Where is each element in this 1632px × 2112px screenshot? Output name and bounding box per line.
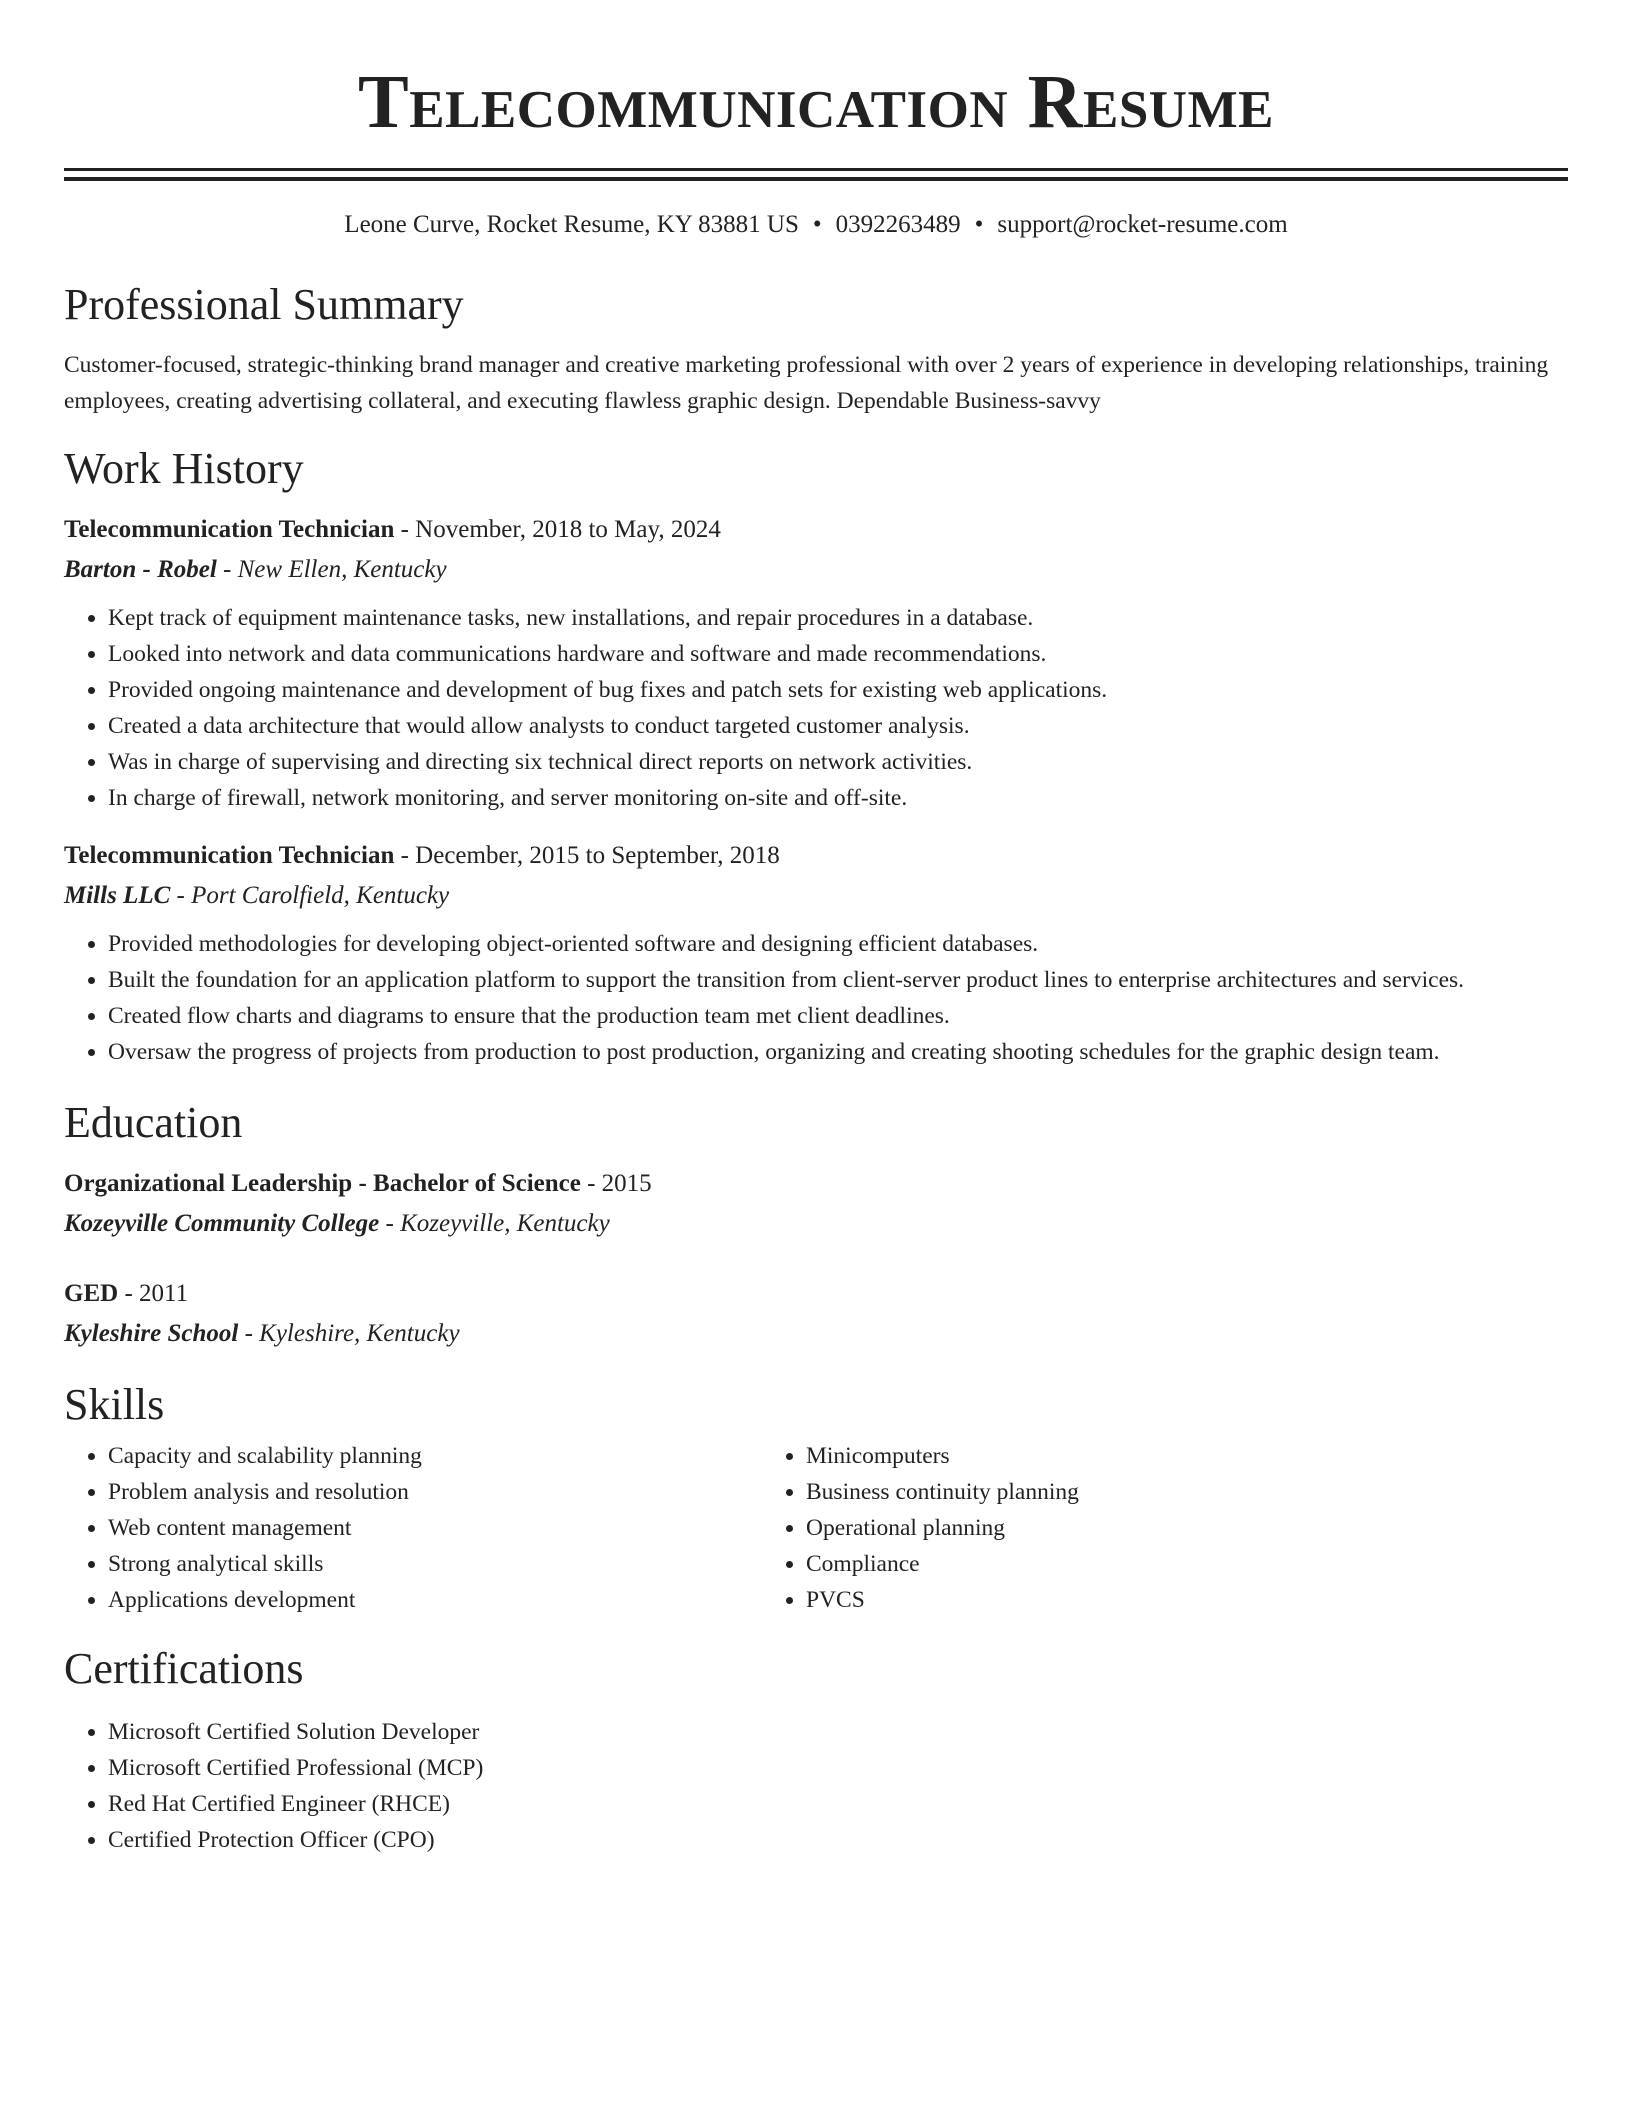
skill-item: • Web content management bbox=[108, 1510, 762, 1546]
job-bullet: • Provided methodologies for developing object-oriented software and designing efficient databases. bbox=[108, 926, 1568, 962]
education-school: Kozeyville Community College bbox=[64, 1210, 380, 1237]
job-bullet: • Kept track of equipment maintenance tasks, new installations, and repair procedures in a database. bbox=[108, 600, 1568, 636]
job-company: Mills LLC bbox=[64, 882, 171, 909]
job-bullet: • In charge of firewall, network monitoring, and server monitoring on-site and off-site. bbox=[108, 780, 1568, 816]
job-company-line bbox=[64, 876, 1568, 916]
skill-item: • Strong analytical skills bbox=[108, 1546, 762, 1582]
contact-email: support@rocket-resume.com bbox=[997, 211, 1288, 238]
title-divider-top bbox=[64, 168, 1568, 171]
education-degree-line bbox=[64, 1274, 1568, 1314]
contact-line bbox=[64, 209, 1568, 241]
job-bullets bbox=[64, 926, 1568, 1070]
job-bullet: • Looked into network and data communications hardware and software and made recommendations. bbox=[108, 636, 1568, 672]
certification-item: • Red Hat Certified Engineer (RHCE) bbox=[108, 1786, 1568, 1822]
resume-page bbox=[64, 0, 1568, 1858]
skill-item: • Minicomputers bbox=[806, 1438, 1462, 1474]
contact-address: Leone Curve, Rocket Resume, KY 83881 US bbox=[344, 211, 799, 238]
skills-columns bbox=[64, 1438, 1568, 1618]
skill-item: • Operational planning bbox=[806, 1510, 1462, 1546]
education-year: - 2011 bbox=[118, 1280, 189, 1307]
job-entry bbox=[64, 510, 1568, 816]
title-divider-bottom bbox=[64, 177, 1568, 181]
job-bullet: • Built the foundation for an application platform to support the transition from client-server product lines to enterprise architectures and services. bbox=[108, 962, 1568, 998]
job-bullet: • Created a data architecture that would allow analysts to conduct targeted customer analysis. bbox=[108, 708, 1568, 744]
job-company: Barton - Robel bbox=[64, 556, 217, 583]
certification-item: • Certified Protection Officer (CPO) bbox=[108, 1822, 1568, 1858]
certifications-list bbox=[64, 1714, 1568, 1858]
education-degree-line bbox=[64, 1164, 1568, 1204]
contact-separator: • bbox=[812, 211, 822, 238]
education-entry bbox=[64, 1164, 1568, 1244]
education-degree: Organizational Leadership - Bachelor of Science bbox=[64, 1170, 581, 1197]
resume-title: Telecommunication Resume bbox=[358, 60, 1274, 144]
contact-separator: • bbox=[974, 211, 984, 238]
education-heading: Education bbox=[64, 1098, 243, 1147]
skill-item: • PVCS bbox=[806, 1582, 1462, 1618]
summary-text: Customer-focused, strategic-thinking brand manager and creative marketing professional with over 2 years of experience in developing relationships, training employees, creating advertising collateral, and executing flawless graphic design. Dependable Business-savvy bbox=[64, 352, 1549, 414]
job-bullet: • Provided ongoing maintenance and development of bug fixes and patch sets for existing web applications. bbox=[108, 672, 1568, 708]
skill-item: • Capacity and scalability planning bbox=[108, 1438, 762, 1474]
education-school: Kyleshire School bbox=[64, 1320, 239, 1347]
job-entry bbox=[64, 836, 1568, 1070]
education-entry bbox=[64, 1274, 1568, 1354]
education-location: - Kyleshire, Kentucky bbox=[238, 1320, 460, 1347]
work-history-heading: Work History bbox=[64, 444, 304, 493]
job-bullet: • Oversaw the progress of projects from production to post production, organizing and creating shooting schedules for the graphic design team. bbox=[108, 1034, 1568, 1070]
education-school-line bbox=[64, 1204, 1568, 1244]
education-location: - Kozeyville, Kentucky bbox=[379, 1210, 610, 1237]
job-bullet: • Created flow charts and diagrams to ensure that the production team met client deadlines. bbox=[108, 998, 1568, 1034]
job-title: Telecommunication Technician bbox=[64, 516, 395, 543]
certification-item: • Microsoft Certified Professional (MCP) bbox=[108, 1750, 1568, 1786]
job-dates: - November, 2018 to May, 2024 bbox=[394, 516, 721, 543]
contact-phone: 0392263489 bbox=[835, 211, 961, 238]
job-title-line bbox=[64, 836, 1568, 876]
job-location: - New Ellen, Kentucky bbox=[216, 556, 447, 583]
job-bullet: • Was in charge of supervising and directing six technical direct reports on network activities. bbox=[108, 744, 1568, 780]
job-title-line bbox=[64, 510, 1568, 550]
skill-item: • Compliance bbox=[806, 1546, 1462, 1582]
skill-item: • Applications development bbox=[108, 1582, 762, 1618]
skills-list-right bbox=[762, 1438, 1462, 1618]
education-school-line bbox=[64, 1314, 1568, 1354]
summary-heading: Professional Summary bbox=[64, 280, 464, 329]
job-location: - Port Carolfield, Kentucky bbox=[170, 882, 450, 909]
job-dates: - December, 2015 to September, 2018 bbox=[394, 842, 780, 869]
skills-list-left bbox=[64, 1438, 762, 1618]
certification-item: • Microsoft Certified Solution Developer bbox=[108, 1714, 1568, 1750]
skill-item: • Business continuity planning bbox=[806, 1474, 1462, 1510]
skills-heading: Skills bbox=[64, 1380, 165, 1429]
education-degree: GED bbox=[64, 1280, 119, 1307]
job-company-line bbox=[64, 550, 1568, 590]
job-title: Telecommunication Technician bbox=[64, 842, 395, 869]
education-year: - 2015 bbox=[580, 1170, 652, 1197]
job-bullets bbox=[64, 600, 1568, 816]
certifications-heading: Certifications bbox=[64, 1644, 304, 1693]
skill-item: • Problem analysis and resolution bbox=[108, 1474, 762, 1510]
